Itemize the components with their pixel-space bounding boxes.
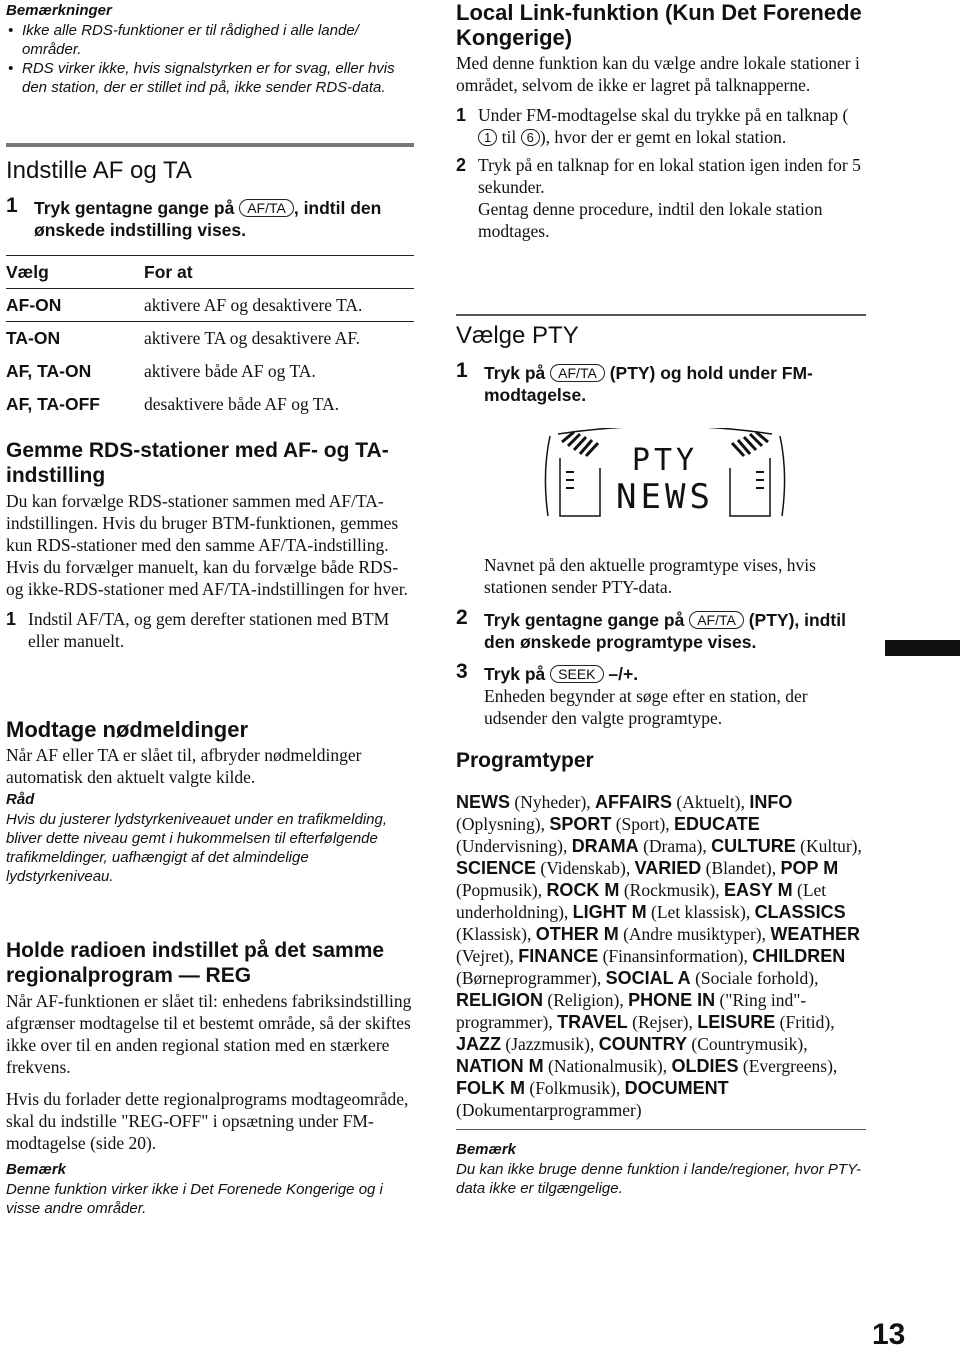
program-type-code: INFO — [749, 792, 793, 812]
nod-heading: Modtage nødmeldinger — [6, 717, 248, 742]
program-type-item: PHONE IN ("Ring ind"-programmer), — [456, 990, 807, 1032]
program-type-desc: (Sport) — [615, 814, 666, 834]
af-ta-table — [6, 255, 414, 421]
program-type-code: POP M — [780, 858, 839, 878]
program-type-code: OTHER M — [535, 924, 619, 944]
table-cell: desaktivere både AF og TA. — [144, 393, 340, 414]
program-type-desc: (Let underholdning) — [456, 880, 827, 922]
program-type-desc: (Aktuelt) — [676, 792, 741, 812]
step-text: til — [501, 127, 517, 147]
step-text: Under FM-modtagelse skal du trykke på en talknap ( — [478, 105, 849, 125]
tip-title: Råd — [6, 791, 35, 808]
programtyper-heading: Programtyper — [456, 749, 594, 772]
program-type-code: NATION M — [456, 1056, 544, 1076]
program-type-code: SPORT — [549, 814, 612, 834]
af-ta-key: AF/TA — [550, 364, 605, 382]
program-type-item: COUNTRY (Countrymusik), — [598, 1034, 808, 1054]
program-type-desc: ("Ring ind"-programmer) — [456, 990, 807, 1032]
programtyper-note-text: Du kan ikke bruge denne funktion i lande/regioner, hvor PTY-data ikke er tilgængelige. — [456, 1161, 861, 1197]
program-type-item: SCIENCE (Videnskab), — [456, 858, 635, 878]
table-cell: AF, TA-ON — [6, 360, 92, 381]
program-type-item: WEATHER (Vejret), — [456, 924, 861, 966]
table-cell: AF, TA-OFF — [6, 393, 100, 414]
step-number: 1 — [6, 609, 17, 629]
display-caption: Navnet på den aktuelle programtype vises, hvis stationen sender PTY-data. — [484, 555, 816, 597]
program-type-item: OLDIES (Evergreens), — [671, 1056, 838, 1076]
program-type-item: POP M (Popmusik), — [456, 858, 839, 900]
program-type-item: FOLK M (Folkmusik), — [456, 1078, 625, 1098]
program-type-desc: (Jazzmusik) — [505, 1034, 590, 1054]
program-type-code: CLASSICS — [754, 902, 846, 922]
notes-item: • RDS virker ikke, hvis signalstyrken er for svag, eller hvis den station, der er stillet ind på, ikke sender RDS-data. — [6, 59, 414, 97]
program-type-desc: (Klassisk) — [456, 924, 527, 944]
program-type-code: OLDIES — [671, 1056, 739, 1076]
step-text: –/+. — [608, 664, 639, 684]
program-type-list — [456, 791, 866, 1121]
step-extra: Enheden begynder at søge efter en station, der udsender den valgte programtype. — [484, 686, 808, 728]
program-type-code: LEISURE — [697, 1012, 776, 1032]
program-type-desc: (Countrymusik) — [691, 1034, 804, 1054]
program-type-code: FOLK M — [456, 1078, 525, 1098]
program-type-item: EASY M (Let underholdning), — [456, 880, 827, 922]
program-type-desc: (Videnskab) — [540, 858, 626, 878]
program-type-desc: (Finansinformation) — [602, 946, 744, 966]
program-type-desc: (Undervisning) — [456, 836, 563, 856]
notes-block — [6, 1, 414, 97]
program-type-item: AFFAIRS (Aktuelt), — [595, 792, 750, 812]
pty-step-3 — [456, 660, 866, 729]
program-type-item: ROCK M (Rockmusik), — [546, 880, 724, 900]
program-type-code: CULTURE — [711, 836, 796, 856]
step-text: Tryk på — [484, 363, 546, 383]
program-type-code: VARIED — [634, 858, 702, 878]
display-text-line-1: PTY — [631, 443, 699, 478]
program-type-code: FINANCE — [518, 946, 599, 966]
step-number: 2 — [456, 155, 467, 175]
notes-list — [6, 21, 414, 97]
program-type-item: NATION M (Nationalmusik), — [456, 1056, 672, 1076]
preset-key-6: 6 — [521, 129, 540, 146]
table-header-cell: Vælg — [6, 256, 144, 289]
programtyper-section — [456, 748, 866, 1198]
program-type-desc: (Popmusik) — [456, 880, 538, 900]
program-type-item: FINANCE (Finansinformation), — [518, 946, 753, 966]
lcd-display-graphic — [540, 428, 790, 546]
step-number: 1 — [456, 105, 467, 125]
program-type-code: TRAVEL — [557, 1012, 628, 1032]
tip-text: Hvis du justerer lydstyrkeniveauet under en trafikmelding, bliver dette niveau gemt i hukommelsen til efterfølgende trafikmeldinger, uafhængigt af det almindelige lydstyrkeniveau. — [6, 811, 388, 885]
program-type-code: SCIENCE — [456, 858, 537, 878]
program-type-desc: (Drama) — [643, 836, 703, 856]
page-number: 13 — [872, 1318, 906, 1351]
program-type-item: RELIGION (Religion), — [456, 990, 629, 1010]
program-type-desc: (Evergreens) — [742, 1056, 833, 1076]
step-number: 3 — [456, 660, 468, 683]
reg-note-title: Bemærk — [6, 1161, 67, 1178]
program-type-item: INFO (Oplysning), — [456, 792, 793, 834]
section-rule — [6, 143, 414, 147]
program-type-item: LEISURE (Fritid), — [697, 1012, 835, 1032]
program-type-desc: (Blandet) — [705, 858, 772, 878]
program-type-code: WEATHER — [770, 924, 861, 944]
program-type-code: PHONE IN — [628, 990, 716, 1010]
step-text: (PTY), indtil den ønskede programtype vises. — [484, 610, 846, 652]
step-text: Tryk gentagne gange på — [484, 610, 685, 630]
program-type-desc: (Vejret) — [456, 946, 510, 966]
side-tab-marker — [885, 640, 960, 656]
lcd-display — [540, 428, 790, 546]
program-type-desc: (Sociale forhold) — [695, 968, 815, 988]
reg-note-text: Denne funktion virker ikke i Det Forenede Kongerige og i visse andre områder. — [6, 1181, 383, 1217]
program-type-item: CULTURE (Kultur), — [711, 836, 862, 856]
nod-section — [6, 717, 414, 886]
notes-title: Bemærkninger — [6, 2, 112, 19]
program-type-desc: (Nyheder) — [514, 792, 587, 812]
program-type-desc: (Nationalmusik) — [548, 1056, 663, 1076]
local-step-2 — [456, 154, 866, 242]
program-type-desc: (Børneprogrammer) — [456, 968, 597, 988]
program-type-code: EASY M — [723, 880, 793, 900]
program-type-desc: (Religion) — [547, 990, 620, 1010]
program-type-item: VARIED (Blandet), — [634, 858, 781, 878]
program-type-code: NEWS — [456, 792, 510, 812]
program-type-item: EDUCATE (Undervisning), — [456, 814, 760, 856]
table-row — [6, 355, 414, 388]
program-type-item: LIGHT M (Let klassisk), — [572, 902, 755, 922]
display-text-line-2: NEWS — [616, 477, 714, 517]
gemme-heading: Gemme RDS-stationer med AF- og TA-indstilling — [6, 439, 389, 487]
local-step-1 — [456, 104, 866, 148]
gemme-section — [6, 438, 414, 652]
reg-paragraph: Når AF-funktionen er slået til: enhedens fabriksindstilling afgrænser modtagelse til et bestemt område, så der skiftes ikke over til en anden regional station med en stærkere frekvens. — [6, 991, 412, 1077]
step-number: 1 — [6, 194, 18, 217]
section-rule — [456, 1129, 866, 1130]
step-number: 2 — [456, 606, 468, 629]
table-row — [6, 289, 414, 322]
reg-section — [6, 938, 418, 1218]
af-ta-heading: Indstille AF og TA — [6, 157, 192, 184]
program-type-desc: (Andre musiktyper) — [623, 924, 762, 944]
step-text: Tryk gentagne gange på — [34, 198, 235, 218]
programtyper-note-title: Bemærk — [456, 1141, 517, 1158]
step-text: , indtil den ønskede indstilling vises. — [34, 198, 382, 240]
program-type-code: EDUCATE — [674, 814, 760, 834]
pty-section — [456, 322, 866, 728]
gemme-paragraph: Du kan forvælge RDS-stationer sammen med AF/TA-indstillingen. Hvis du bruger BTM-funktionen, gemmes kun RDS-stationer med den samme AF/TA-indstilling. — [6, 491, 399, 555]
program-type-desc: (Dokumentarprogrammer) — [456, 1100, 642, 1120]
section-rule — [456, 314, 866, 316]
af-ta-step — [6, 194, 414, 241]
program-type-code: RELIGION — [456, 990, 544, 1010]
step-extra: Gentag denne procedure, indtil den lokale station modtages. — [478, 199, 823, 241]
table-header-row — [6, 256, 414, 289]
program-type-code: AFFAIRS — [595, 792, 673, 812]
program-type-item: DRAMA (Drama), — [571, 836, 712, 856]
preset-key-1: 1 — [478, 129, 497, 146]
table-cell: aktivere TA og desaktivere AF. — [144, 327, 361, 348]
program-type-code: ROCK M — [546, 880, 620, 900]
reg-heading: Holde radioen indstillet på det samme regionalprogram — REG — [6, 939, 385, 987]
program-type-item: SOCIAL A (Sociale forhold), — [605, 968, 819, 988]
program-type-code: DOCUMENT — [624, 1078, 729, 1098]
gemme-paragraph: Hvis du forvælger manuelt, kan du forvælge både RDS- og ikke-RDS-stationer med AF/TA-indstillingen for hver. — [6, 557, 409, 599]
program-type-code: COUNTRY — [598, 1034, 688, 1054]
table-header-cell: For at — [144, 256, 414, 289]
notes-item: • Ikke alle RDS-funktioner er til rådighed i alle lande/ områder. — [6, 21, 414, 59]
program-type-desc: (Kultur) — [800, 836, 858, 856]
pty-heading: Vælge PTY — [456, 322, 579, 349]
pty-step-2 — [456, 606, 866, 653]
step-text: Indstil AF/TA, og gem derefter stationen med BTM eller manuelt. — [28, 609, 390, 651]
local-paragraph: Med denne funktion kan du vælge andre lokale stationer i området, selvom de ikke er lagret på talknapperne. — [456, 53, 860, 95]
program-type-item: SPORT (Sport), — [549, 814, 675, 834]
table-cell: AF-ON — [6, 289, 144, 322]
program-type-item: CHILDREN (Børneprogrammer), — [456, 946, 846, 988]
program-type-desc: (Folkmusik) — [529, 1078, 616, 1098]
program-type-item: NEWS (Nyheder), — [456, 792, 596, 812]
pty-step-1 — [456, 359, 866, 406]
program-type-code: DRAMA — [571, 836, 639, 856]
reg-paragraph: Hvis du forlader dette regionalprograms modtageområde, skal du indstille "REG-OFF" i opsætning under FM-modtagelse (side 20). — [6, 1089, 409, 1153]
program-type-code: LIGHT M — [572, 902, 647, 922]
step-number: 1 — [456, 359, 468, 382]
nod-paragraph: Når AF eller TA er slået til, afbryder nødmeldinger automatisk den aktuelt valgte kilde. — [6, 745, 362, 787]
step-text: (PTY) og hold under FM-modtagelse. — [484, 363, 813, 405]
step-text: Tryk på — [484, 664, 546, 684]
local-section — [456, 0, 866, 242]
seek-key: SEEK — [550, 665, 603, 683]
program-type-code: SOCIAL A — [605, 968, 691, 988]
table-row — [6, 322, 414, 355]
program-type-code: CHILDREN — [752, 946, 846, 966]
table-cell: TA-ON — [6, 327, 61, 348]
program-type-item: TRAVEL (Rejser), — [557, 1012, 698, 1032]
program-type-desc: (Rockmusik) — [623, 880, 716, 900]
af-ta-section — [6, 143, 414, 421]
gemme-step — [6, 608, 414, 652]
local-heading: Local Link-funktion (Kun Det Forenede Kongerige) — [456, 0, 862, 50]
af-ta-key: AF/TA — [239, 199, 294, 217]
step-text: ), hvor der er gemt en lokal station. — [539, 127, 787, 147]
program-type-code: JAZZ — [456, 1034, 501, 1054]
program-type-item: JAZZ (Jazzmusik), — [456, 1034, 599, 1054]
af-ta-key: AF/TA — [689, 611, 744, 629]
step-text: Tryk på en talknap for en lokal station igen inden for 5 sekunder. — [478, 155, 861, 197]
program-type-desc: (Let klassisk) — [651, 902, 746, 922]
program-type-desc: (Rejser) — [632, 1012, 689, 1032]
program-type-item: CLASSICS (Klassisk), — [456, 902, 846, 944]
table-row — [6, 388, 414, 421]
program-type-desc: (Oplysning) — [456, 814, 541, 834]
program-type-desc: (Fritid) — [779, 1012, 831, 1032]
table-cell: aktivere både AF og TA. — [144, 360, 316, 381]
table-cell: aktivere AF og desaktivere TA. — [144, 289, 414, 322]
program-type-item: OTHER M (Andre musiktyper), — [535, 924, 771, 944]
